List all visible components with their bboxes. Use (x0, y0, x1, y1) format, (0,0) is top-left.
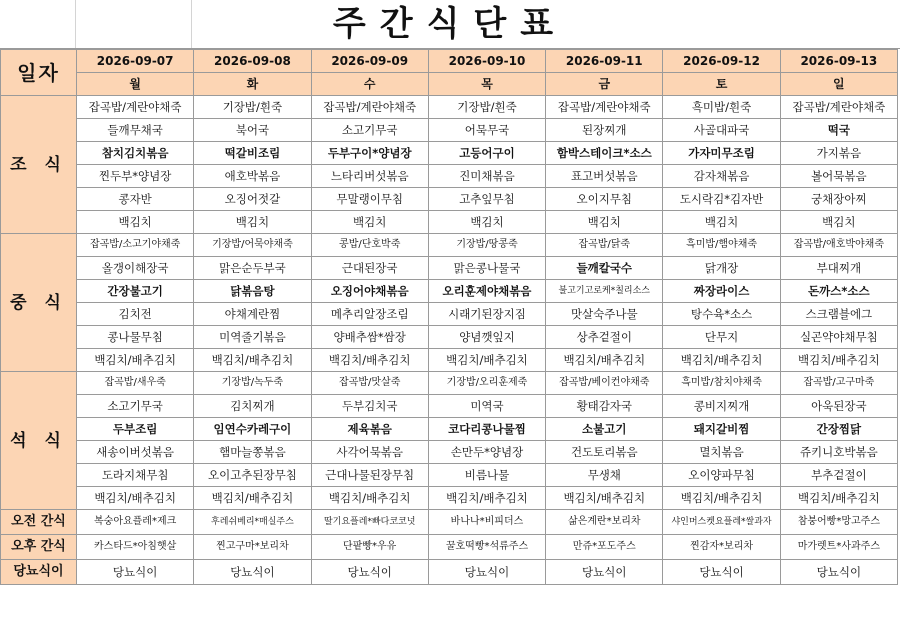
breakfast-menu-cell: 들깨무채국 (77, 119, 194, 142)
dinner-menu-cell: 백김치/배추김치 (194, 487, 311, 510)
dinner-menu-cell: 오이양파무침 (663, 464, 780, 487)
breakfast-menu-cell: 콩자반 (77, 188, 194, 211)
dinner-menu-cell: 황태감자국 (546, 395, 663, 418)
breakfast-menu-cell: 기장밥/흰죽 (428, 96, 545, 119)
lunch-row (1, 234, 898, 257)
breakfast-menu-cell: 감자채볶음 (663, 165, 780, 188)
dinner-menu-cell: 무생채 (546, 464, 663, 487)
lunch-row (1, 280, 898, 303)
breakfast-menu-cell: 도시락김*김자반 (663, 188, 780, 211)
lunch-menu-cell: 닭볶음탕 (194, 280, 311, 303)
lunch-menu-cell: 백김치/배추김치 (546, 349, 663, 372)
breakfast-menu-cell: 오징어젓갈 (194, 188, 311, 211)
lunch-menu-cell: 맑은순두부국 (194, 257, 311, 280)
dinner-menu-cell: 두부조림 (77, 418, 194, 441)
weekday-cell: 화 (194, 73, 311, 96)
am-snack-cell: 삶은계란*보리차 (546, 510, 663, 535)
weekday-row (1, 73, 898, 96)
weekday-cell: 토 (663, 73, 780, 96)
dinner-menu-cell: 햄마늘쫑볶음 (194, 441, 311, 464)
diabetic-cell: 당뇨식이 (194, 560, 311, 585)
breakfast-menu-cell: 느타리버섯볶음 (311, 165, 428, 188)
lunch-menu-cell: 오리훈제야채볶음 (428, 280, 545, 303)
dinner-menu-cell: 백김치/배추김치 (311, 487, 428, 510)
diabetic-cell: 당뇨식이 (428, 560, 545, 585)
lunch-menu-cell: 짜장라이스 (663, 280, 780, 303)
breakfast-row (1, 119, 898, 142)
dinner-menu-cell: 기장밥/오리훈제죽 (428, 372, 545, 395)
lunch-menu-cell: 단무지 (663, 326, 780, 349)
lunch-row (1, 326, 898, 349)
breakfast-menu-cell: 어묵무국 (428, 119, 545, 142)
dinner-menu-cell: 잡곡밥/맛살죽 (311, 372, 428, 395)
dinner-menu-cell: 간장찜닭 (780, 418, 897, 441)
dinner-menu-cell: 사각어묵볶음 (311, 441, 428, 464)
dinner-menu-cell: 오이고추된장무침 (194, 464, 311, 487)
dinner-menu-cell: 근대나물된장무침 (311, 464, 428, 487)
lunch-menu-cell: 흑미밥/햄야채죽 (663, 234, 780, 257)
dinner-menu-cell: 임연수카레구이 (194, 418, 311, 441)
date-cell: 2026-09-11 (546, 50, 663, 73)
breakfast-menu-cell: 백김치 (311, 211, 428, 234)
dinner-menu-cell: 미역국 (428, 395, 545, 418)
breakfast-menu-cell: 찐두부*양념장 (77, 165, 194, 188)
diabetic-label: 당뇨식이 (1, 560, 77, 585)
date-label: 일자 (1, 50, 77, 96)
dinner-row (1, 418, 898, 441)
breakfast-row (1, 142, 898, 165)
weekday-cell: 월 (77, 73, 194, 96)
lunch-menu-cell: 백김치/배추김치 (663, 349, 780, 372)
dinner-label: 석 식 (1, 372, 77, 510)
lunch-menu-cell: 기장밥/어묵야채죽 (194, 234, 311, 257)
diabetic-cell: 당뇨식이 (546, 560, 663, 585)
breakfast-menu-cell: 백김치 (780, 211, 897, 234)
breakfast-menu-cell: 백김치 (428, 211, 545, 234)
dinner-menu-cell: 손만두*양념장 (428, 441, 545, 464)
dinner-menu-cell: 건도토리볶음 (546, 441, 663, 464)
am-snack-cell: 복숭아요플레*제크 (77, 510, 194, 535)
diabetic-cell: 당뇨식이 (311, 560, 428, 585)
lunch-menu-cell: 양배추쌈*쌈장 (311, 326, 428, 349)
date-cell: 2026-09-09 (311, 50, 428, 73)
pm-snack-cell: 찐감자*보리차 (663, 535, 780, 560)
lunch-menu-cell: 돈까스*소스 (780, 280, 897, 303)
title-area (0, 0, 900, 49)
breakfast-menu-cell: 진미채볶음 (428, 165, 545, 188)
lunch-menu-cell: 불고기고로케*칠리소스 (546, 280, 663, 303)
breakfast-menu-cell: 백김치 (194, 211, 311, 234)
dinner-menu-cell: 백김치/배추김치 (77, 487, 194, 510)
breakfast-menu-cell: 궁채장아찌 (780, 188, 897, 211)
breakfast-menu-cell: 무말랭이무침 (311, 188, 428, 211)
dinner-menu-cell: 비름나물 (428, 464, 545, 487)
dinner-menu-cell: 잡곡밥/고구마죽 (780, 372, 897, 395)
breakfast-menu-cell: 잡곡밥/계란야채죽 (780, 96, 897, 119)
breakfast-row (1, 188, 898, 211)
breakfast-menu-cell: 고추잎무침 (428, 188, 545, 211)
diabetic-cell: 당뇨식이 (77, 560, 194, 585)
dinner-menu-cell: 백김치/배추김치 (663, 487, 780, 510)
weekday-cell: 금 (546, 73, 663, 96)
pm-snack-cell: 마가렛트*사과주스 (780, 535, 897, 560)
breakfast-menu-cell: 표고버섯볶음 (546, 165, 663, 188)
am-snack-row (1, 510, 898, 535)
breakfast-row (1, 96, 898, 119)
date-cell: 2026-09-07 (77, 50, 194, 73)
dinner-menu-cell: 쥬키니호박볶음 (780, 441, 897, 464)
dinner-menu-cell: 흑미밥/참치야채죽 (663, 372, 780, 395)
lunch-menu-cell: 상추겉절이 (546, 326, 663, 349)
am-snack-cell: 바나나*비피더스 (428, 510, 545, 535)
dinner-row (1, 464, 898, 487)
dinner-row (1, 441, 898, 464)
lunch-menu-cell: 야채계란찜 (194, 303, 311, 326)
diabetic-cell: 당뇨식이 (663, 560, 780, 585)
dinner-row (1, 487, 898, 510)
dinner-menu-cell: 부추겉절이 (780, 464, 897, 487)
am-snack-cell: 샤인머스켓요플레*쌀과자 (663, 510, 780, 535)
lunch-menu-cell: 실곤약야채무침 (780, 326, 897, 349)
breakfast-menu-cell: 잡곡밥/계란야채죽 (311, 96, 428, 119)
lunch-menu-cell: 콩밥/단호박죽 (311, 234, 428, 257)
menu-table-body (1, 50, 898, 585)
lunch-menu-cell: 들깨칼국수 (546, 257, 663, 280)
breakfast-menu-cell: 애호박볶음 (194, 165, 311, 188)
dinner-menu-cell: 소고기무국 (77, 395, 194, 418)
am-snack-label: 오전 간식 (1, 510, 77, 535)
lunch-menu-cell: 간장불고기 (77, 280, 194, 303)
pm-snack-row (1, 535, 898, 560)
date-cell: 2026-09-13 (780, 50, 897, 73)
pm-snack-cell: 단팥빵*우유 (311, 535, 428, 560)
date-cell: 2026-09-10 (428, 50, 545, 73)
lunch-menu-cell: 근대된장국 (311, 257, 428, 280)
breakfast-menu-cell: 참치김치볶음 (77, 142, 194, 165)
breakfast-menu-cell: 백김치 (546, 211, 663, 234)
dinner-menu-cell: 잡곡밥/베이컨야채죽 (546, 372, 663, 395)
breakfast-row (1, 165, 898, 188)
breakfast-menu-cell: 소고기무국 (311, 119, 428, 142)
breakfast-menu-cell: 흑미밥/흰죽 (663, 96, 780, 119)
lunch-row (1, 303, 898, 326)
breakfast-row (1, 211, 898, 234)
dinner-menu-cell: 두부김치국 (311, 395, 428, 418)
pm-snack-label: 오후 간식 (1, 535, 77, 560)
breakfast-menu-cell: 사골대파국 (663, 119, 780, 142)
lunch-menu-cell: 메추리알장조림 (311, 303, 428, 326)
lunch-menu-cell: 부대찌개 (780, 257, 897, 280)
lunch-menu-cell: 기장밥/땅콩죽 (428, 234, 545, 257)
breakfast-menu-cell: 고등어구이 (428, 142, 545, 165)
lunch-menu-cell: 닭개장 (663, 257, 780, 280)
diabetic-cell: 당뇨식이 (780, 560, 897, 585)
weekday-cell: 수 (311, 73, 428, 96)
lunch-menu-cell: 올갱이해장국 (77, 257, 194, 280)
am-snack-cell: 참붕어빵*망고주스 (780, 510, 897, 535)
dinner-menu-cell: 백김치/배추김치 (546, 487, 663, 510)
lunch-menu-cell: 김치전 (77, 303, 194, 326)
dinner-menu-cell: 코다리콩나물찜 (428, 418, 545, 441)
lunch-row (1, 349, 898, 372)
am-snack-cell: 딸기요플레*빠다코코넛 (311, 510, 428, 535)
lunch-menu-cell: 잡곡밥/애호박야채죽 (780, 234, 897, 257)
lunch-menu-cell: 미역줄기볶음 (194, 326, 311, 349)
pm-snack-cell: 꿀호떡빵*석류주스 (428, 535, 545, 560)
lunch-menu-cell: 백김치/배추김치 (194, 349, 311, 372)
date-cell: 2026-09-12 (663, 50, 780, 73)
dinner-menu-cell: 새송이버섯볶음 (77, 441, 194, 464)
lunch-menu-cell: 양념깻잎지 (428, 326, 545, 349)
breakfast-menu-cell: 잡곡밥/계란야채죽 (77, 96, 194, 119)
breakfast-menu-cell: 가지볶음 (780, 142, 897, 165)
breakfast-menu-cell: 떡국 (780, 119, 897, 142)
dinner-menu-cell: 도라지채무침 (77, 464, 194, 487)
breakfast-menu-cell: 함박스테이크*소스 (546, 142, 663, 165)
menu-table (0, 49, 898, 585)
dinner-menu-cell: 아욱된장국 (780, 395, 897, 418)
pm-snack-cell: 카스타드*아침햇살 (77, 535, 194, 560)
lunch-label: 중 식 (1, 234, 77, 372)
breakfast-menu-cell: 백김치 (663, 211, 780, 234)
weekday-cell: 목 (428, 73, 545, 96)
lunch-menu-cell: 맛살숙주나물 (546, 303, 663, 326)
lunch-menu-cell: 시래기된장지짐 (428, 303, 545, 326)
lunch-menu-cell: 백김치/배추김치 (428, 349, 545, 372)
pm-snack-cell: 찐고구마*보리차 (194, 535, 311, 560)
dinner-menu-cell: 소불고기 (546, 418, 663, 441)
am-snack-cell: 후레쉬베리*매실주스 (194, 510, 311, 535)
lunch-menu-cell: 맑은콩나물국 (428, 257, 545, 280)
dinner-menu-cell: 잡곡밥/새우죽 (77, 372, 194, 395)
lunch-row (1, 257, 898, 280)
lunch-menu-cell: 스크램블에그 (780, 303, 897, 326)
dinner-row (1, 372, 898, 395)
date-cell: 2026-09-08 (194, 50, 311, 73)
breakfast-menu-cell: 오이지무침 (546, 188, 663, 211)
lunch-menu-cell: 잡곡밥/소고기야채죽 (77, 234, 194, 257)
breakfast-menu-cell: 떡갈비조림 (194, 142, 311, 165)
lunch-menu-cell: 탕수육*소스 (663, 303, 780, 326)
lunch-menu-cell: 잡곡밥/닭죽 (546, 234, 663, 257)
lunch-menu-cell: 콩나물무침 (77, 326, 194, 349)
breakfast-menu-cell: 기장밥/흰죽 (194, 96, 311, 119)
breakfast-menu-cell: 가자미무조림 (663, 142, 780, 165)
lunch-menu-cell: 백김치/배추김치 (311, 349, 428, 372)
dinner-menu-cell: 김치찌개 (194, 395, 311, 418)
lunch-menu-cell: 백김치/배추김치 (77, 349, 194, 372)
diabetic-row (1, 560, 898, 585)
dinner-menu-cell: 백김치/배추김치 (780, 487, 897, 510)
dinner-menu-cell: 제육볶음 (311, 418, 428, 441)
weekday-cell: 일 (780, 73, 897, 96)
dinner-menu-cell: 콩비지찌개 (663, 395, 780, 418)
breakfast-menu-cell: 볼어묵볶음 (780, 165, 897, 188)
dinner-menu-cell: 멸치볶음 (663, 441, 780, 464)
lunch-menu-cell: 백김치/배추김치 (780, 349, 897, 372)
dinner-menu-cell: 돼지갈비찜 (663, 418, 780, 441)
page-title: 주간식단표 (332, 4, 568, 44)
breakfast-menu-cell: 두부구이*양념장 (311, 142, 428, 165)
breakfast-label: 조 식 (1, 96, 77, 234)
pm-snack-cell: 만쥬*포도주스 (546, 535, 663, 560)
dinner-row (1, 395, 898, 418)
breakfast-menu-cell: 잡곡밥/계란야채죽 (546, 96, 663, 119)
dinner-menu-cell: 백김치/배추김치 (428, 487, 545, 510)
lunch-menu-cell: 오징어야채볶음 (311, 280, 428, 303)
dinner-menu-cell: 기장밥/녹두죽 (194, 372, 311, 395)
breakfast-menu-cell: 된장찌개 (546, 119, 663, 142)
breakfast-menu-cell: 백김치 (77, 211, 194, 234)
breakfast-menu-cell: 북어국 (194, 119, 311, 142)
date-row (1, 50, 898, 73)
